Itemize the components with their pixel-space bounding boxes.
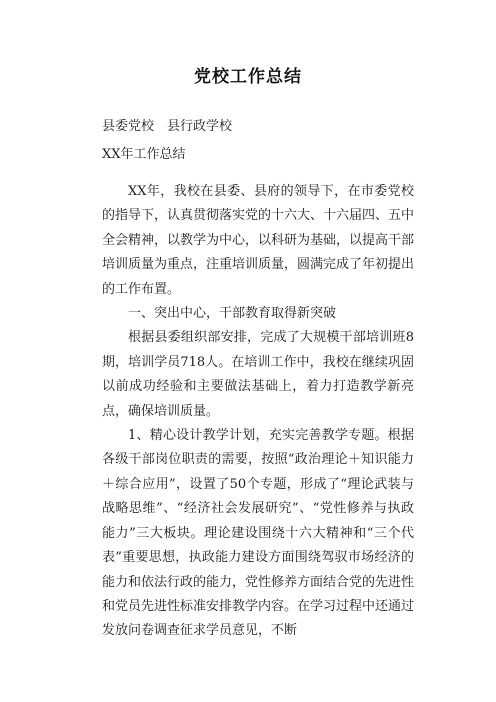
organization-line: 县委党校 县行政学校 xyxy=(102,119,233,134)
document-subtitle: XX年工作总结 xyxy=(102,147,186,162)
section-heading-1: 一、突出中心，干部教育取得新突破 xyxy=(128,306,337,322)
document-title: 党校工作总结 xyxy=(194,67,302,87)
paragraph-intro: XX年，我校在县委、县府的领导下，在市委党校的指导下，认真贯彻落实党的十六大、十六届四、五中全会精神，以教学为中心，以科研为基础，以提高干部培训质量为重点，注重培训质量，圆满完成了年初提出的工作布置。 xyxy=(102,184,415,297)
paragraph-training: 根据县委组织部安排，完成了大规模干部培训班8期，培训学员718人。在培训工作中，我校在继续巩固以前成功经验和主要做法基础上，着力打造教学新亮点，确保培训质量。 xyxy=(102,330,414,419)
paragraph-teaching-plan: 1、精心设计教学计划，充实完善教学专题。根据各级干部岗位职责的需要，按照“政治理论＋知识能力＋综合应用”，设置了50个专题，形成了“理论武装与战略思维”、“经济社会发展研究”、“党性修养与执政能力”三大板块。理论建设围绕十六大精神和“三个代表”重要思想，执政能力建设方面围绕驾驭市场经济的能力和依法行政的能力，党性修养方面结合党的先进性和党员先进性标准安排教学内容。在学习过程中还通过发放问卷调查征求学员意见，不断 xyxy=(102,428,415,639)
document-body xyxy=(102,180,414,644)
